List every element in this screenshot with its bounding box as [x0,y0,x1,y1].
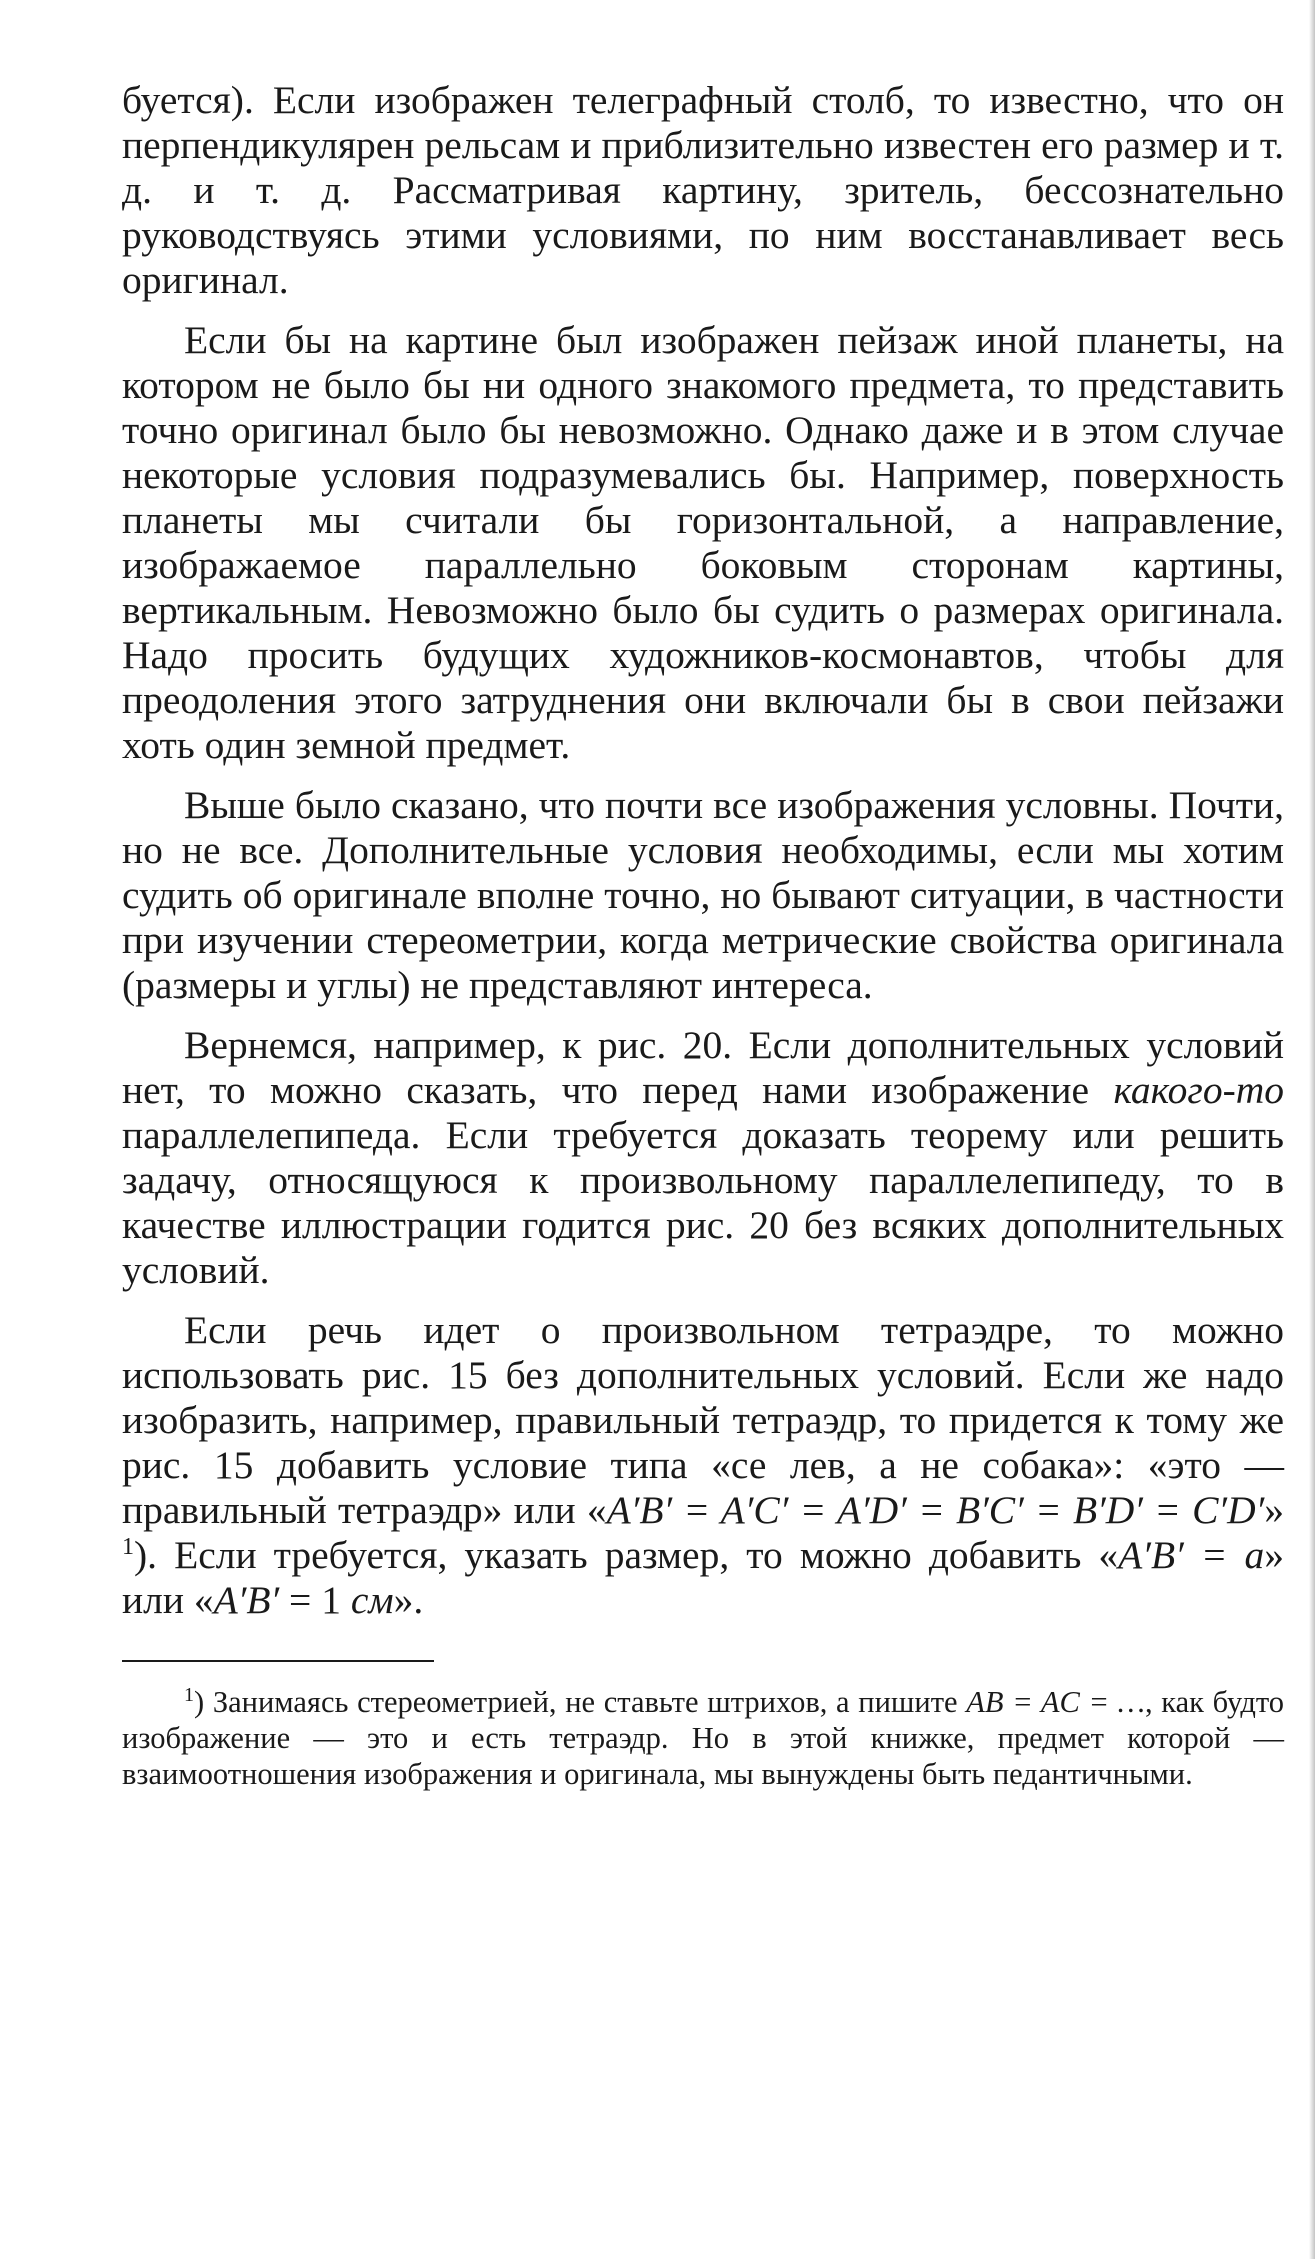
formula-equal-edges: A′B′ = A′C′ = A′D′ = B′C′ = B′D′ = C′D′ [606,1488,1265,1532]
paragraph-4-text-a: Вернемся, например, к рис. 20. Если дополнительных условий нет, то можно сказать, что перед нами изображение [122,1023,1284,1112]
footnote-text-1: ) Занимаясь стереометрией, не ставьте штрихов, а пишите [194,1685,967,1719]
paragraph-2: Если бы на картине был изображен пейзаж иной планеты, на котором не было бы ни одного знакомого предмета, то представить точно оригинал было бы невозможно. Однако даже и в этом случае некоторые условия подразумевались бы. Например, поверхность планеты мы считали бы горизонтальной, а направление, изображаемое параллельно боковым сторонам картины, вертикальным. Невозможно было бы судить о размерах оригинала. Надо просить будущих художников-космонавтов, чтобы для преодоления этого затруднения они включали бы в свои пейзажи хоть один земной предмет. [122,318,1284,767]
footnote-reference: 1 [122,1534,134,1560]
page-content [122,78,1284,1792]
page-edge-shadow [1309,0,1315,2259]
paragraph-5-text-6: ». [393,1578,424,1622]
footnote-divider [122,1660,434,1662]
paragraph-5-text-4: » или « [122,1533,1284,1622]
footnote-formula: AB = AC = … [966,1685,1145,1719]
formula-edge: A′B′ [213,1578,280,1622]
paragraph-5-text-3: ). Если требуется, указать размер, то можно добавить « [134,1533,1119,1577]
paragraph-5 [122,1308,1284,1623]
paragraph-4-italic: какого-то [1113,1068,1284,1112]
paragraph-5-text-1: Если речь идет о произвольном тетраэдре, то можно использовать рис. 15 без дополнительных условий. Если же надо изобразить, например, правильный тетраэдр, то придется к тому же рис. 15 добавить условие типа «се лев, а не собака»: «это — правильный тетраэдр» или « [122,1308,1284,1532]
footnote-text-2: , как будто изображение — это и есть тетраэдр. Но в этой книжке, предмет которой — взаимоотношения изображения и оригинала, мы вынуждены быть педантичными. [122,1685,1285,1791]
unit-cm: см [350,1578,394,1622]
paragraph-1: буется). Если изображен телеграфный столб, то известно, что он перпендикулярен рельсам и приблизительно известен его размер и т. д. и т. д. Рассматривая картину, зритель, бессознательно руководствуясь этими условиями, по ним восстанавливает весь оригинал. [122,78,1284,302]
footnote-marker: 1 [184,1684,194,1706]
formula-edge-a: A′B′ = a [1118,1533,1265,1577]
footnote [122,1684,1284,1792]
paragraph-4 [122,1023,1284,1293]
paragraph-5-text-5: = 1 [279,1578,351,1622]
paragraph-3: Выше было сказано, что почти все изображения условны. Почти, но не все. Дополнительные условия необходимы, если мы хотим судить об оригинале вполне точно, но бывают ситуации, в частности при изучении стереометрии, когда метрические свойства оригинала (размеры и углы) не представляют интереса. [122,783,1284,1007]
paragraph-4-text-b: параллелепипеда. Если требуется доказать теорему или решить задачу, относящуюся к произвольному параллелепипеду, то в качестве иллюстрации годится рис. 20 без всяких дополнительных условий. [122,1113,1284,1292]
paragraph-5-text-2: » [1264,1488,1284,1532]
